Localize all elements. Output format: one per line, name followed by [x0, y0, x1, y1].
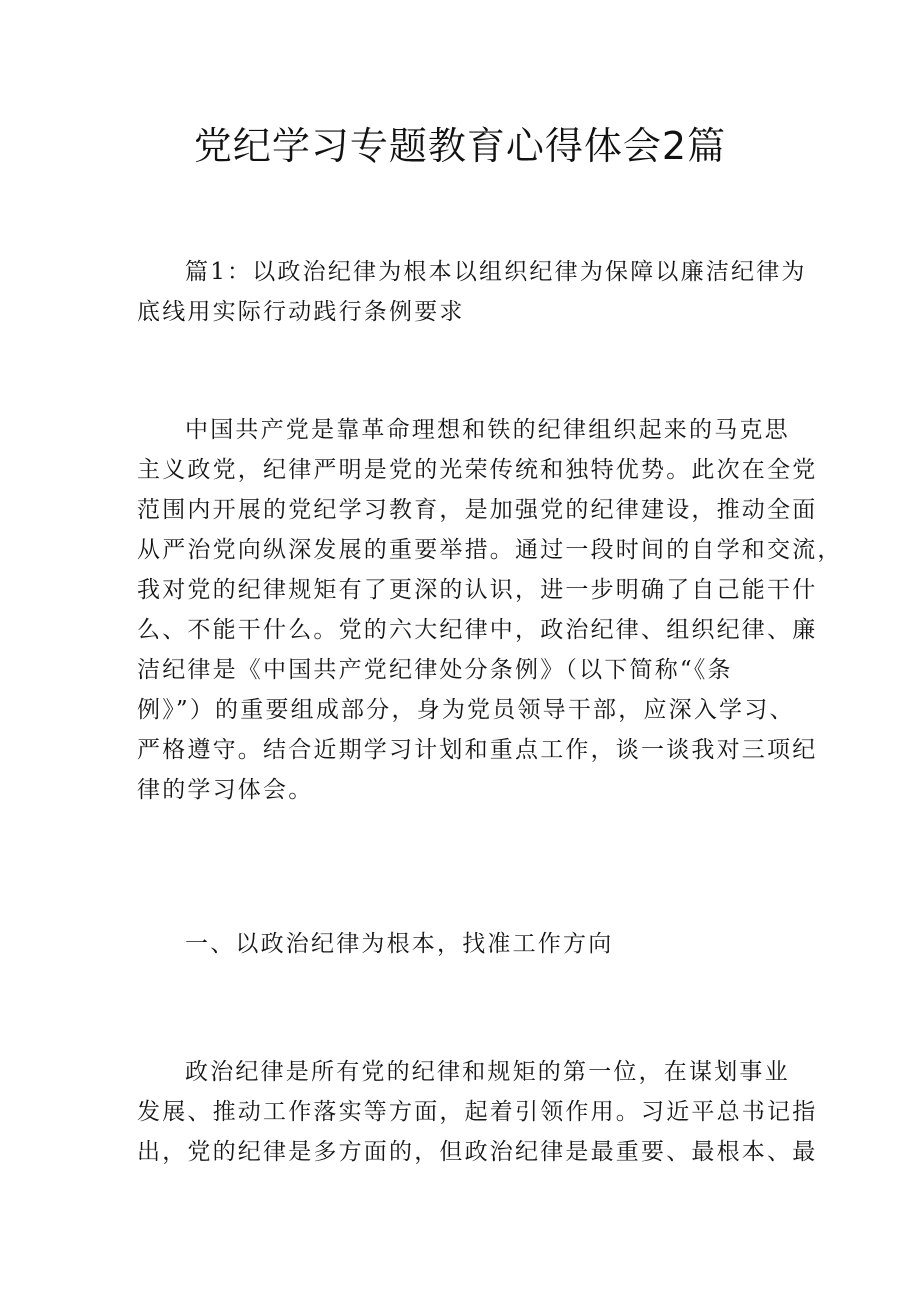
paragraph-line: 严格遵守。结合近期学习计划和重点工作，谈一谈我对三项纪 [137, 737, 818, 763]
paragraph-line: 主义政党，纪律严明是党的光荣传统和独特优势。此次在全党 [137, 457, 818, 483]
paragraph-line: 中国共产党是靠革命理想和铁的纪律组织起来的马克思 [185, 417, 790, 443]
paragraph-political-discipline [137, 1052, 818, 1172]
section-heading [137, 924, 797, 964]
paragraph-line: 么、不能干什么。党的六大纪律中，政治纪律、组织纪律、廉 [137, 617, 818, 643]
section-subtitle [137, 252, 807, 332]
paragraph-line: 发展、推动工作落实等方面，起着引领作用。习近平总书记指 [137, 1099, 818, 1125]
paragraph-line: 例》”）的重要组成部分，身为党员领导干部，应深入学习、 [137, 697, 795, 723]
document-title: 党纪学习专题教育心得体会2篇 [193, 124, 727, 168]
heading-text: 一、以政治纪律为根本，找准工作方向 [185, 931, 614, 957]
subtitle-line: 篇1：以政治纪律为根本以组织纪律为保障以廉洁纪律为 [185, 259, 807, 285]
paragraph-line: 从严治党向纵深发展的重要举措。通过一段时间的自学和交流， [137, 537, 843, 563]
subtitle-line: 底线用实际行动践行条例要求 [137, 299, 465, 325]
paragraph-intro [137, 410, 843, 810]
paragraph-line: 洁纪律是《中国共产党纪律处分条例》（以下简称“《条 [137, 657, 733, 683]
paragraph-line: 范围内开展的党纪学习教育，是加强党的纪律建设，推动全面 [137, 497, 818, 523]
paragraph-line: 出，党的纪律是多方面的，但政治纪律是最重要、最根本、最 [137, 1139, 818, 1165]
paragraph-line: 政治纪律是所有党的纪律和规矩的第一位，在谋划事业 [185, 1059, 790, 1085]
paragraph-line: 律的学习体会。 [137, 777, 314, 803]
paragraph-line: 我对党的纪律规矩有了更深的认识，进一步明确了自己能干什 [137, 577, 818, 603]
